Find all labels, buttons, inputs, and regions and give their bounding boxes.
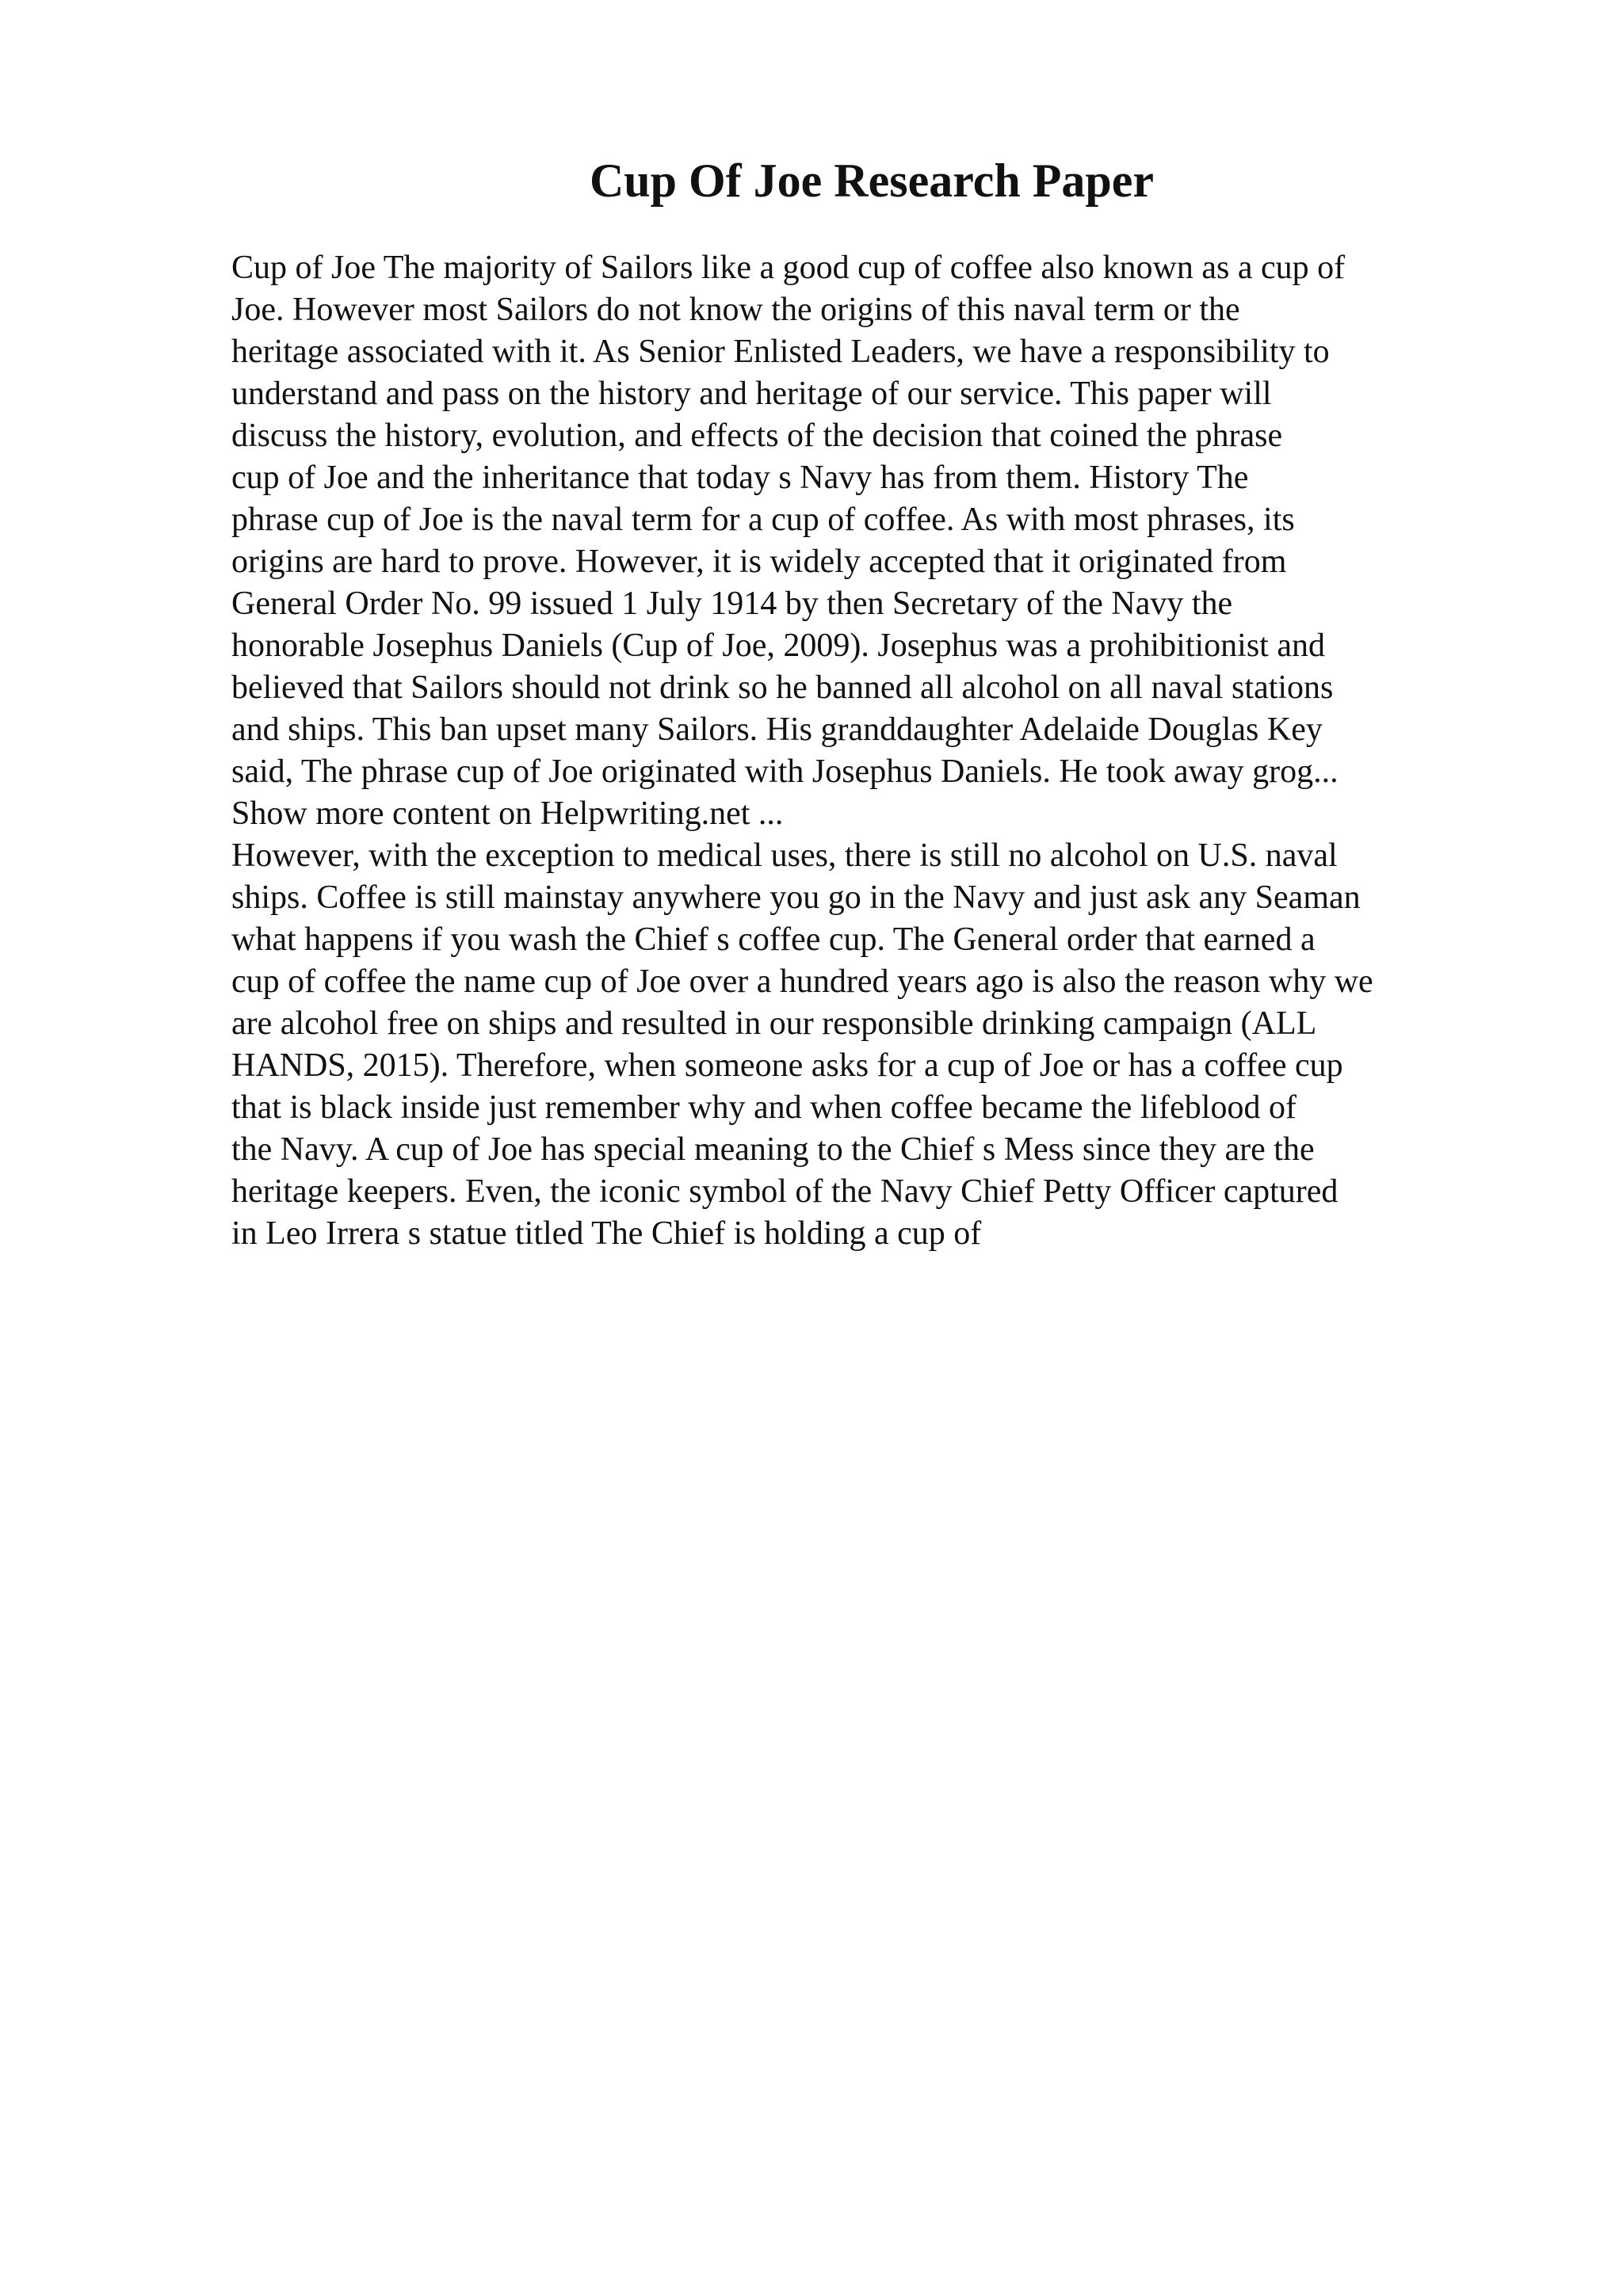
body-line: heritage keepers. Even, the iconic symbol of the Navy Chief Petty Officer captured [231, 1173, 1338, 1210]
body-line: heritage associated with it. As Senior Enlisted Leaders, we have a responsibility to [231, 334, 1330, 370]
body-line: HANDS, 2015). Therefore, when someone asks for a cup of Joe or has a coffee cup [231, 1047, 1343, 1084]
body-line: believed that Sailors should not drink so he banned all alcohol on all naval stations [231, 669, 1334, 706]
body-line: cup of Joe and the inheritance that today s Navy has from them. History The [231, 460, 1249, 496]
body-line: However, with the exception to medical uses, there is still no alcohol on U.S. naval [231, 837, 1338, 874]
body-line: discuss the history, evolution, and effects of the decision that coined the phrase [231, 418, 1283, 454]
body-line: in Leo Irrera s statue titled The Chief is holding a cup of [231, 1215, 982, 1252]
body-line: Joe. However most Sailors do not know the origins of this naval term or the [231, 292, 1240, 328]
body-line: honorable Josephus Daniels (Cup of Joe, 2009). Josephus was a prohibitionist and [231, 627, 1325, 664]
body-line: Cup of Joe The majority of Sailors like a good cup of coffee also known as a cup of [231, 250, 1346, 286]
body-line: the Navy. A cup of Joe has special meaning to the Chief s Mess since they are the [231, 1131, 1315, 1168]
document-title: Cup Of Joe Research Paper [589, 154, 1155, 207]
body-line: are alcohol free on ships and resulted in our responsible drinking campaign (ALL [231, 1005, 1317, 1042]
show-more-line: Show more content on Helpwriting.net ... [231, 795, 784, 832]
body-line: and ships. This ban upset many Sailors. His granddaughter Adelaide Douglas Key [231, 711, 1323, 748]
body-line: what happens if you wash the Chief s coffee cup. The General order that earned a [231, 921, 1316, 958]
body-line: ships. Coffee is still mainstay anywhere you go in the Navy and just ask any Seaman [231, 879, 1361, 916]
body-line: that is black inside just remember why and when coffee became the lifeblood of [231, 1089, 1296, 1126]
body-line: General Order No. 99 issued 1 July 1914 by then Secretary of the Navy the [231, 585, 1233, 622]
body-line: understand and pass on the history and heritage of our service. This paper will [231, 376, 1272, 412]
body-line: origins are hard to prove. However, it is widely accepted that it originated from [231, 543, 1287, 580]
body-line: phrase cup of Joe is the naval term for a cup of coffee. As with most phrases, its [231, 502, 1295, 538]
body-line: cup of coffee the name cup of Joe over a hundred years ago is also the reason why we [231, 963, 1373, 1000]
document-body [231, 247, 1539, 1255]
body-line: said, The phrase cup of Joe originated with Josephus Daniels. He took away grog... [231, 753, 1338, 790]
